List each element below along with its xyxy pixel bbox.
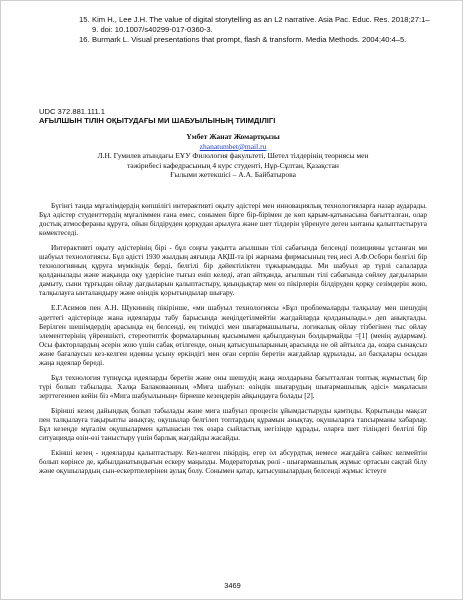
reference-number: 15.	[79, 15, 90, 24]
reference-number: 16.	[79, 35, 90, 45]
reference-text: Burmark L. Visual presentations that prompt, flash & transform. Media Methods. 2004;40:4–5.	[92, 35, 407, 45]
author-email-link[interactable]: zhanatumbet@mail.ru	[199, 141, 267, 151]
body-paragraph: Е.Г.Асимов пен А.Н. Щукиннің пікірінше, «ми шабуыл технологиясы «Бұл проблемаларды талқылау мен шешудің әдеттегі әдістерінде жана идеяларды табу барысында жеңілдетілмейтін жағдайларда қолданылады.» деп анықталды. Берілген шешімдердің арасында ең белсенді, ең тиімдісі мен шығармашылығы, логикалық ойлау тізбегінен тыс ойлау элементтерінің үйреншікті, стереотиптік формаларының қысымымен қабылдануын болдырмайды =[1] (менің аудармам). Осы факторлардың әсерін жою үшін сабақ өтілгенде, оның қатысушыларының арасында не ой айтылса да, өзара сынақсыз және бағалаусыз кез-келген идеяны ұсыну еркіндігі мен оған серпін беретін жағдайлар құрылады, ал басқалары осыдан жаңа идеялар береді.	[39, 303, 427, 367]
reference-list	[79, 15, 435, 46]
body-paragraph: Бүгінгі таңда мұғалімдердің көпшілігі интерактивті оқыту әдістері мен инновациялық технологияларға назар аударады. Бұл әдістер студенттердің мұғаліммен ғана емес, сонымен бірге бір-бірімен де көп қарым-қатынасына бағытталған, олар достық атмосфераны құруға, ойын білдіруден қорқудан арылуға және шет тілдерін үйренуге деген ынтаны қалыптастыруға көмектеседі.	[39, 201, 427, 238]
supervisor-line: Ғылыми жетекшісі – А.А. Байбатырова	[170, 170, 296, 180]
body-paragraph: Екінші кезең - идеяларды қалыптастыру. Кез-келген пікірдің, егер ол абсурдтық немесе жағдайға сәйкес келмейтін болып көрінсе де, қабылданатындығын ескеру маңызды. Модераторлық рөлі - шығармашылық жұмыс ортасын сақтай білу және оқушылардың сын-ескертпелерінен аулақ болу. Сонымен қатар, қатысушылардың белсенді жұмыс істеуге	[39, 448, 427, 476]
reference-text: Kim H., Lee J.H. The value of digital storytelling as an L2 narrative. Asia Pac. Educ. Res. 2018;27:1–9. doi: 10.1007/s40299-017-0360-3.	[92, 15, 430, 35]
body-paragraph: Бұл технология түпнұсқа идеяларды беретін және оны шешудің жаңа жолдарына бағытталған топтық жұмыстың бір түрі болып табылады. Халқа Балаковаәнның «Мига шабуыл: өзіндік шығарудың шығармашылық әдісі» мақаласын зерттегеннен кейін біз «Мига шабуылының» бірнеше кезеңдерін айқындауға болады [2].	[39, 372, 427, 400]
author-name: Үмбет Жанат Жомартқызы	[186, 132, 280, 141]
page-number: 3469	[224, 581, 241, 590]
affiliation-line: тәжірибесі кафедрасының 4 курс студенті, Нұр-Сұлтан, Қазақстан	[127, 160, 339, 170]
article-body	[39, 201, 427, 481]
affiliation-line: Л.Н. Гумилев атындағы ЕҰУ Филология факультеті, Шетел тілдерінің теориясы мен	[97, 151, 369, 161]
udc-code: UDC 372.881.111.1	[39, 107, 105, 116]
reference-item	[79, 35, 435, 45]
author-block	[39, 132, 427, 180]
reference-item	[79, 15, 435, 35]
body-paragraph: Интерактивті оқыту әдістерінің бірі - бұл соңғы уақытта ағылшын тілі сабағында белсенді позицияны ұстанған ми шабуыл технологиясы. Бұл әдісті 1930 жылдың аяғында АҚШ-та ірі жарнама фирмасының тең иесі А.Ф.Осборн белгілі бір технологияның құруға мүмкіндік берді, белгілі бір дәйектіліктен тұжырымдады. Ми шабуыл әр түрлі салаларда қолданылады және жақында оқу үдерісіне тығыз еніп келеді, атап айтқанда, ағылшын тілі сабағында сөйлеу дағдыларын дамыту, сыни тұрғыдан ойлау дағдыларын қалыптастыру, қиындықтар мен өз пікірлерін білдіруден қорқу сезімдерін жою, талқылауға ынталандыру және өзіндік қорытындылар шығару.	[39, 243, 427, 298]
article-title: АҒЫЛШЫН ТІЛІН ОҚЫТУДАҒЫ МИ ШАБУЫЛЫНЫҢ ТИІМДІЛІГІ	[39, 116, 276, 125]
body-paragraph: Бірінші кезең дайындық болып табылады және мига шабуыл процесін ұйымдастыруды қамтиды. Қорытынды мақсат пен талқылауға тақырыпты анықтау, оқушылар белгілеп топтардың құрамын анықтау, оқушыларға тапсырманы хабарлау. Бұл кезеңде мұғалім оқушылармен қатынасын тек өзара сыйластық негізінде құрады, оларға шет тіліндегі белгілі бір ситуацияда өзін-өзі таныстыру үшін барлық жағдайды жасайды.	[39, 405, 427, 443]
